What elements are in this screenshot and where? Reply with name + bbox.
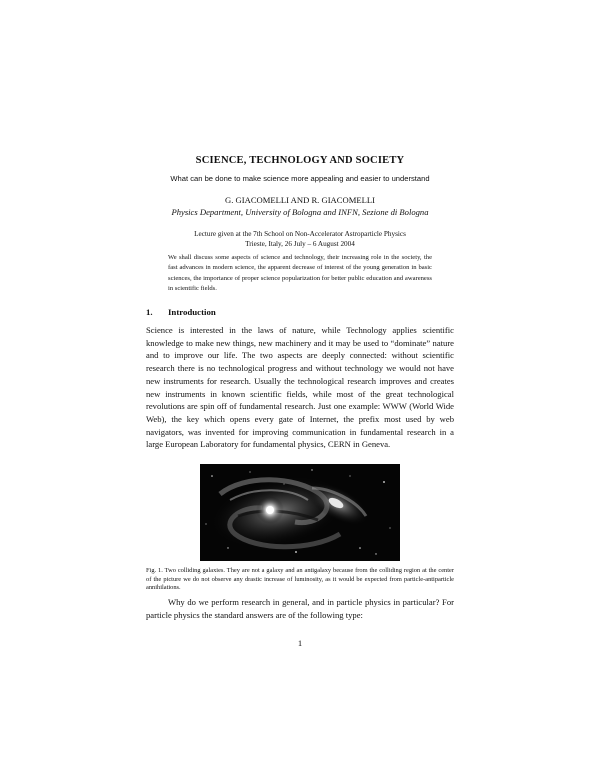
section-heading bbox=[146, 307, 216, 317]
abstract: We shall discuss some aspects of science and technology, their increasing role in the society, the fast advances in modern science, the apparent decrease of interest of the young generation in basic sciences, the importance of proper science popularization for better public education and awareness in scientific fields. bbox=[168, 254, 432, 293]
lecture-line-2: Trieste, Italy, 26 July – 6 August 2004 bbox=[245, 239, 355, 248]
lecture-line-1: Lecture given at the 7th School on Non-Accelerator Astroparticle Physics bbox=[194, 230, 406, 238]
paper-affiliation: Physics Department, University of Bologna and INFN, Sezione di Bologna bbox=[171, 207, 429, 217]
section-title: Introduction bbox=[168, 307, 216, 317]
body-paragraph-2: Why do we perform research in general, and in particle physics in particular? For particle physics the standard answers are of the following type: bbox=[146, 597, 454, 620]
paper-authors: G. GIACOMELLI AND R. GIACOMELLI bbox=[225, 195, 375, 205]
figure-caption: Fig. 1. Two colliding galaxies. They are not a galaxy and an antigalaxy because from the colliding region at the center of the picture we do not observe any drastic increase of luminosity, as it would be expected from particle-antiparticle annihilations. bbox=[146, 567, 454, 592]
body-paragraph-1: Science is interested in the laws of nature, while Technology applies scientific knowledge to make new things, new machinery and it may be used to “dominate” nature and to improve our life. The two aspects are deeply connected: without scientific research there is no technological progress and without technology we would not have new instruments for research. Usually the technological research improves and creates new instruments in known scientific fields, while most of the great technological revolutions are spin off of fundamental research. Just one example: WWW (World Wide Web), the key which opens every gate of Internet, the prefix most used by web navigators, was invented for improving communication in fundamental research in a large European Laboratory for fundamental physics, CERN in Geneva. bbox=[146, 325, 454, 450]
paper-subtitle: What can be done to make science more appealing and easier to understand bbox=[170, 174, 430, 183]
section-number: 1. bbox=[146, 307, 153, 317]
page-number: 1 bbox=[297, 638, 303, 648]
colliding-galaxies-picture bbox=[200, 464, 400, 561]
paper-title: SCIENCE, TECHNOLOGY AND SOCIETY bbox=[195, 155, 405, 166]
lecture-note bbox=[0, 230, 600, 249]
galaxy-figure-image bbox=[200, 464, 400, 561]
